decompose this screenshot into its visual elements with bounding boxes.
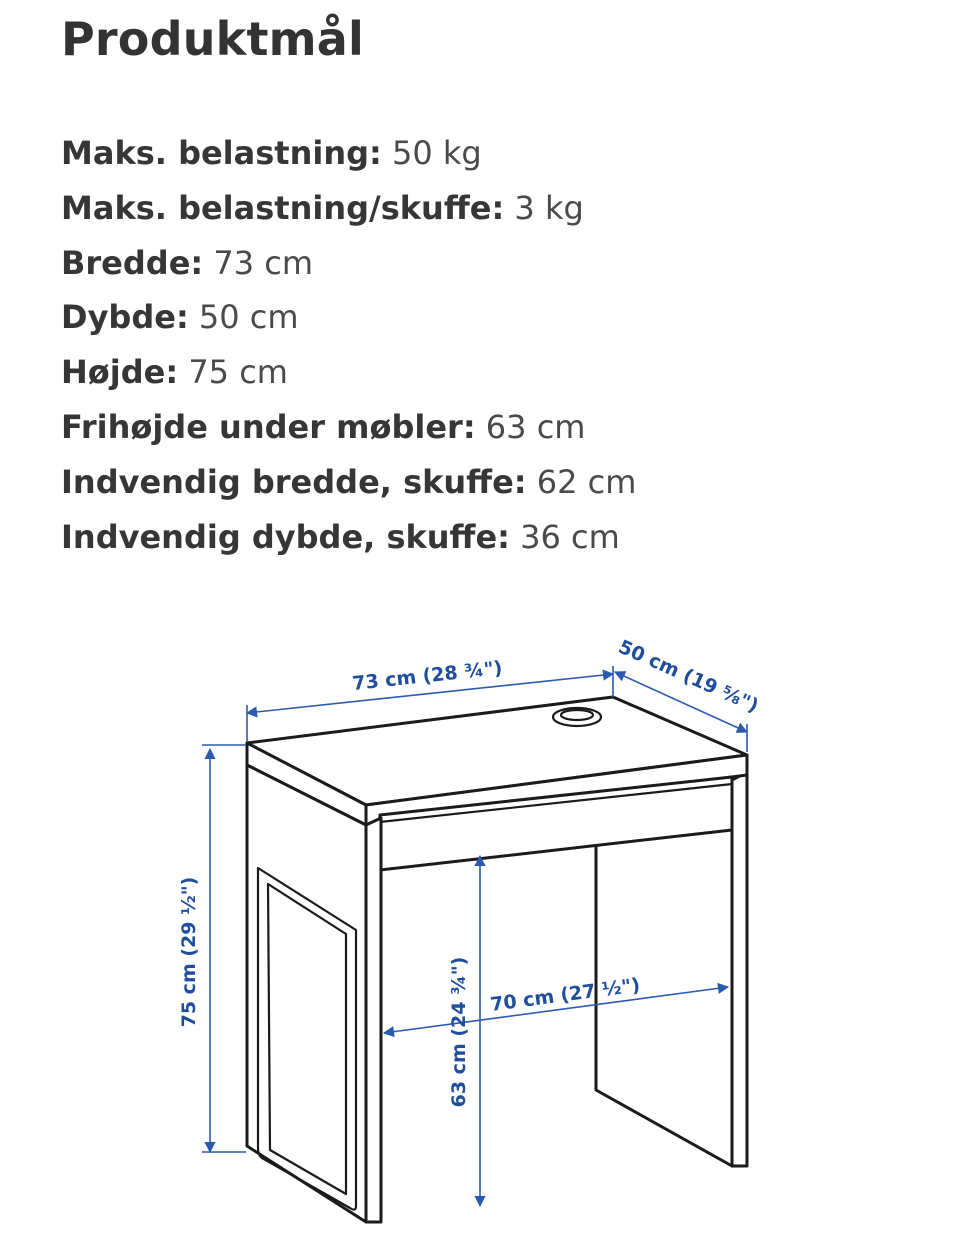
- dim-label-clearance: 63 cm (24 ¾"): [448, 956, 470, 1108]
- desk-dimension-drawing: [0, 600, 960, 1242]
- dim-label-width: 73 cm (28 ¾"): [351, 657, 504, 695]
- spec-value: 73 cm: [213, 243, 314, 282]
- desk-right-leg-front: [732, 772, 747, 1166]
- spec-value: 63 cm: [485, 407, 586, 446]
- spec-label: Dybde:: [61, 298, 189, 337]
- desk-left-leg-side: [247, 765, 366, 1222]
- spec-value: 50 kg: [391, 134, 482, 172]
- spec-max-load: [61, 126, 636, 181]
- spec-value: 36 cm: [520, 517, 620, 556]
- spec-value: 50 cm: [198, 298, 299, 337]
- desk-illustration: [247, 697, 747, 1222]
- spec-label: Indvendig bredde, skuffe:: [61, 462, 527, 501]
- spec-label: Maks. belastning:: [61, 134, 382, 172]
- spec-value: 3 kg: [514, 188, 584, 227]
- spec-drawer-inner-width: [61, 455, 636, 510]
- spec-clearance: [61, 400, 636, 455]
- page-title: Produktmål: [61, 12, 364, 66]
- spec-value: 62 cm: [536, 462, 637, 501]
- spec-label: Frihøjde under møbler:: [61, 407, 476, 446]
- spec-width: [61, 236, 636, 291]
- spec-label: Indvendig dybde, skuffe:: [61, 517, 510, 556]
- dim-label-inner-width: 70 cm (27 ½"): [489, 974, 642, 1016]
- spec-label: Maks. belastning/skuffe:: [61, 188, 505, 227]
- spec-value: 75 cm: [188, 353, 288, 392]
- spec-list: [61, 126, 636, 564]
- dim-label-depth: 50 cm (19 ⅝"): [615, 635, 762, 718]
- desk-left-leg-front: [366, 818, 381, 1222]
- dim-label-height: 75 cm (29 ½"): [178, 876, 200, 1028]
- spec-height: [61, 345, 636, 400]
- spec-depth: [61, 290, 636, 345]
- spec-drawer-inner-depth: [61, 510, 636, 565]
- spec-label: Bredde:: [61, 243, 204, 282]
- spec-max-load-drawer: [61, 181, 636, 236]
- spec-label: Højde:: [61, 353, 179, 392]
